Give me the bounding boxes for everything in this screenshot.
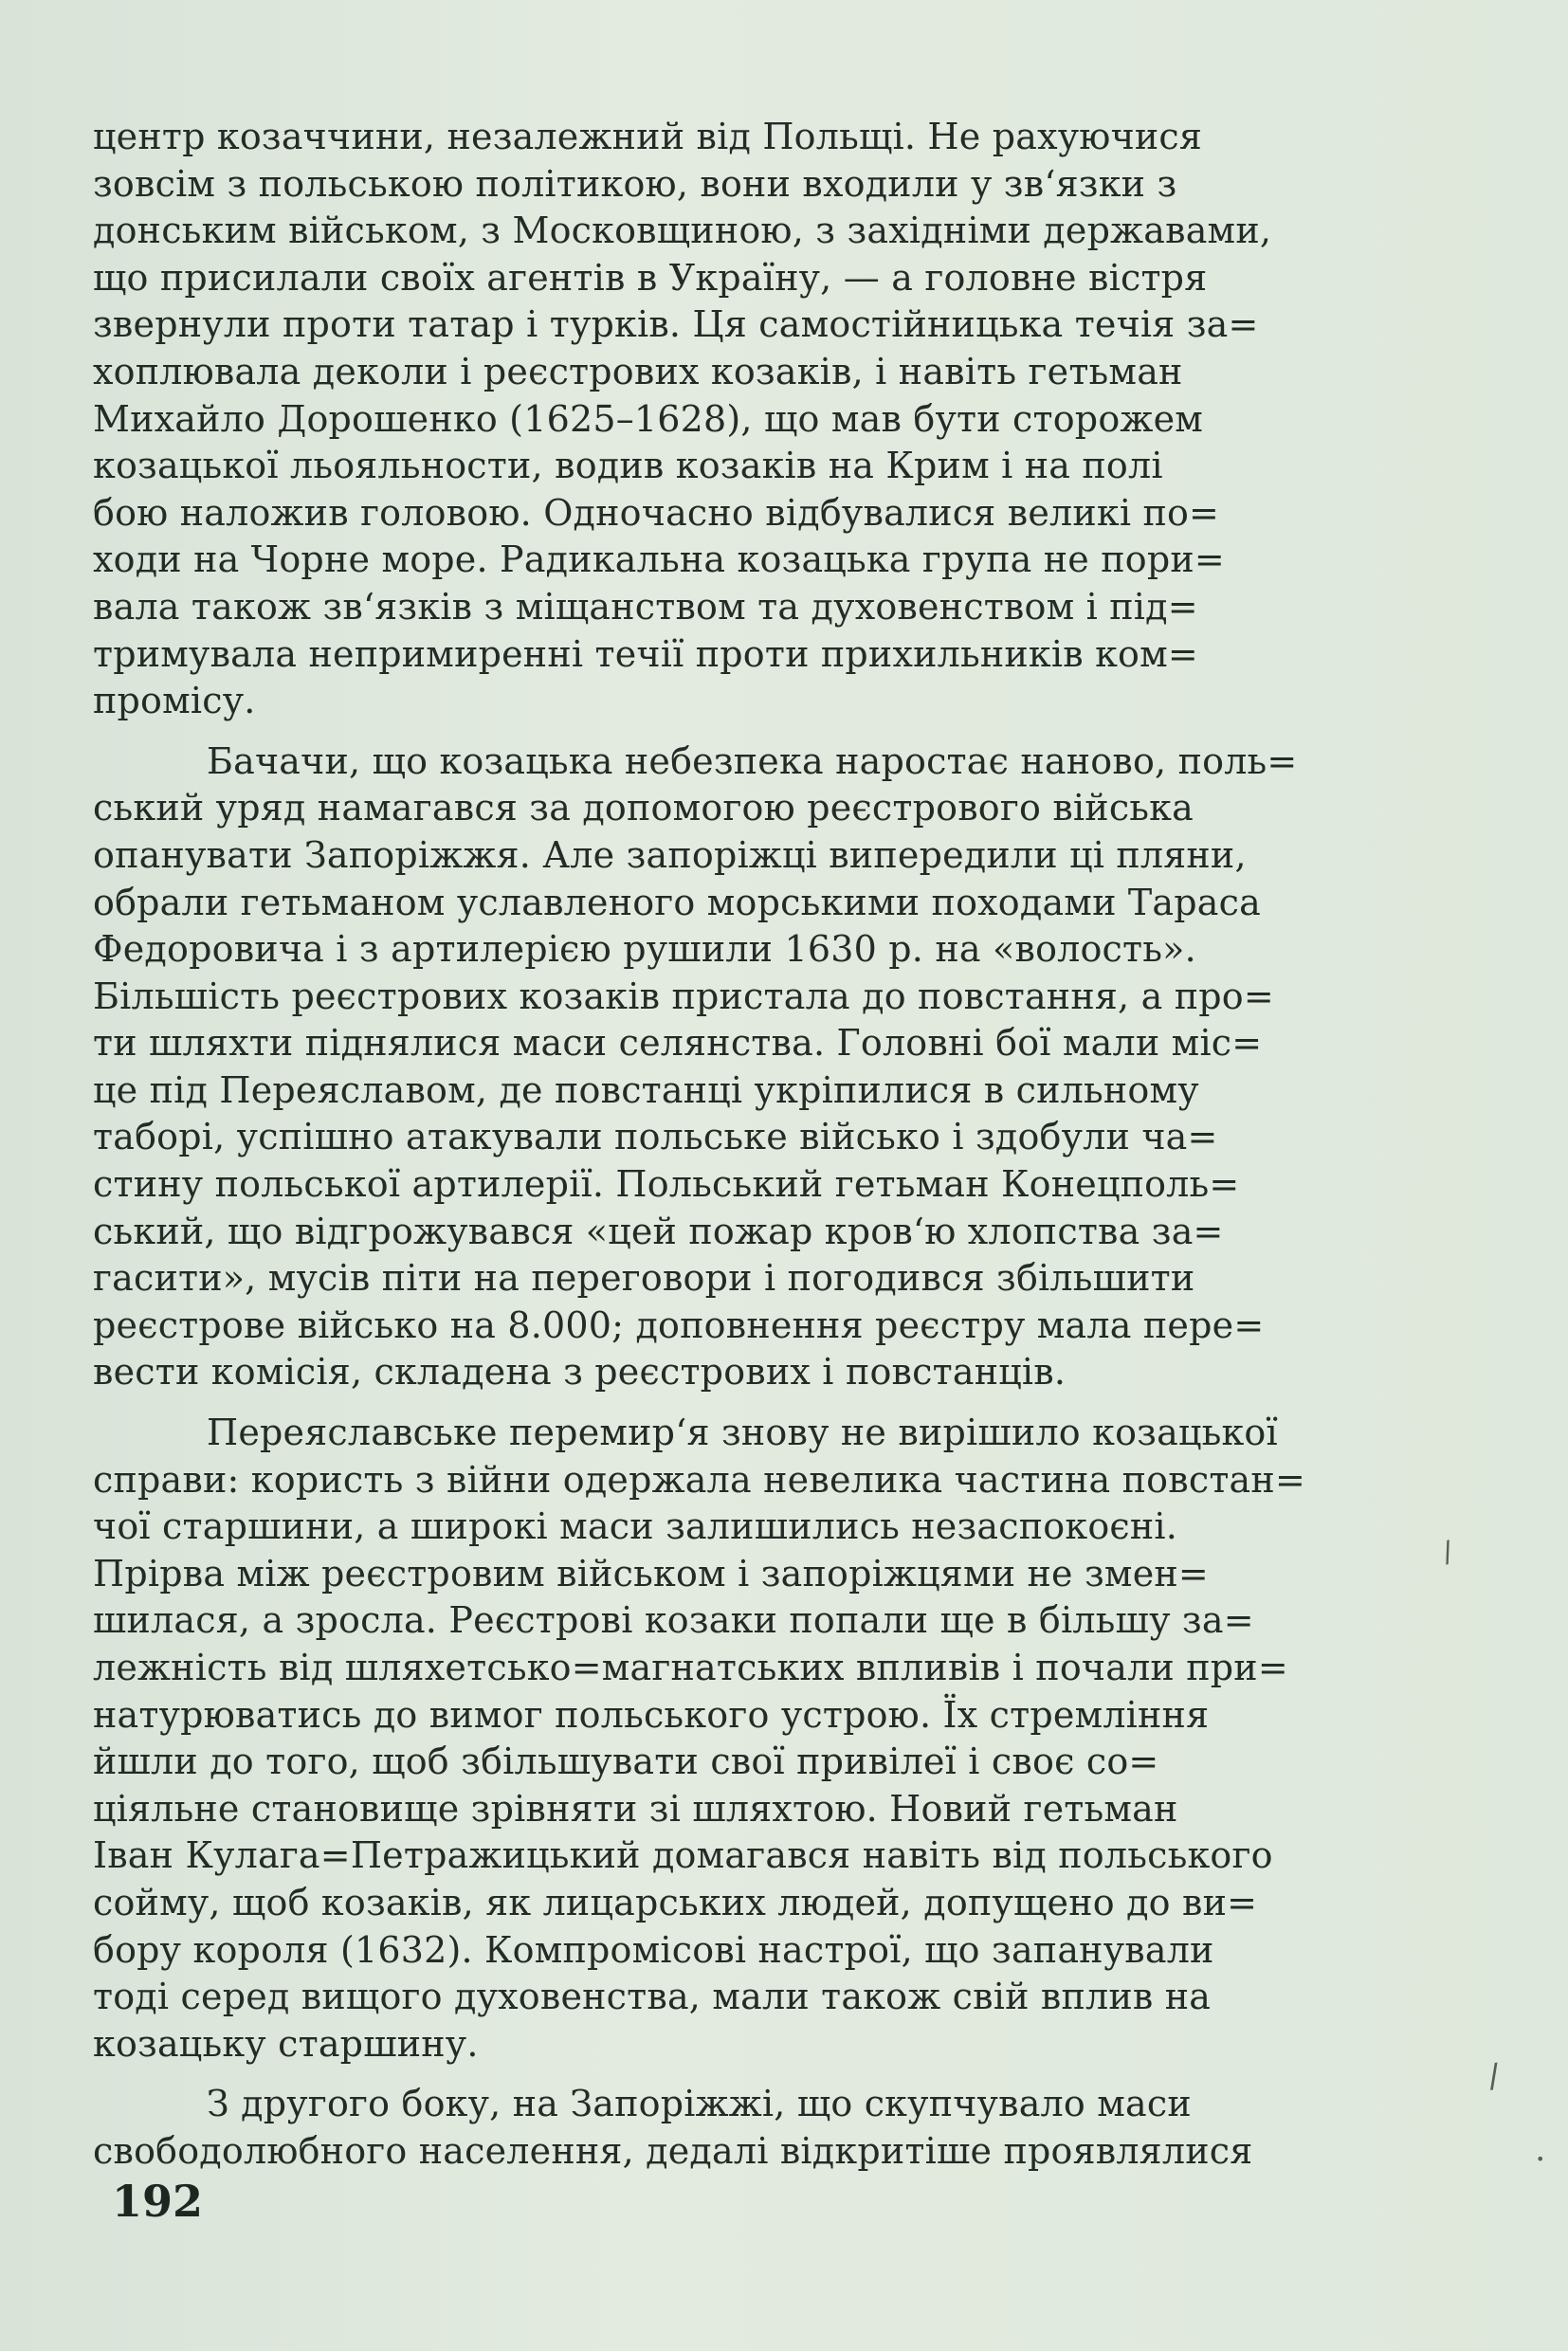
text-line: обрали гетьманом уславленого морськими походами Тараса: [93, 881, 1261, 923]
text-line: центр козаччини, незалежний від Польщі. Не рахуючися: [93, 116, 1203, 157]
body-text: [93, 114, 1466, 2176]
text-line: справи: користь з війни одержала невелика частина повстан=: [93, 1458, 1305, 1501]
text-line: що присилали своїх агентів в Україну, — а головне вістря: [93, 256, 1208, 299]
text-line: лежність від шляхетсько=магнатських впливів і почали при=: [93, 1647, 1288, 1688]
text-line: свободолюбного населення, дедалі відкритіше проявлялися: [93, 2129, 1253, 2172]
text-line: ський уряд намагався за допомогою реєстрового війська: [93, 787, 1194, 829]
text-line: бою наложив головою. Одночасно відбувалися великі по=: [93, 491, 1220, 534]
text-line: З другого боку, на Запоріжжі, що скупчувало маси: [207, 2083, 1192, 2125]
ink-mark-icon: /: [1486, 2056, 1503, 2096]
text-line: вала також зв‘язків з міщанством та духовенством і під=: [93, 585, 1198, 628]
text-line: ський, що відгрожувався «цей пожар кров‘ю хлопства за=: [93, 1210, 1224, 1252]
text-line: тоді серед вищого духовенства, мали також свій вплив на: [93, 1976, 1212, 2018]
text-line: Переяславське перемир‘я знову не вирішило козацької: [207, 1412, 1278, 1454]
text-line: натурюватись до вимог польського устрою. Їх стремління: [93, 1693, 1210, 1736]
text-line: Більшість реєстрових козаків пристала до повстання, а про=: [93, 975, 1274, 1017]
text-line: козацьку старшину.: [93, 2022, 479, 2065]
text-line: тримувала непримиренні течії проти прихильників ком=: [93, 632, 1198, 675]
text-line: Прірва між реєстровим військом і запоріжцями не змен=: [93, 1552, 1209, 1595]
text-line: донським військом, з Московщиною, з західніми державами,: [93, 210, 1272, 252]
text-line: промісу.: [93, 680, 256, 722]
text-line: опанувати Запоріжжя. Але запоріжці випередили ці пляни,: [93, 833, 1247, 876]
text-line: ціяльне становище зрівняти зі шляхтою. Новий гетьман: [93, 1787, 1178, 1830]
text-line: козацької льояльности, водив козаків на Крим і на полі: [93, 445, 1163, 487]
text-line: Федоровича і з артилерією рушили 1630 р. на «волость».: [93, 928, 1196, 971]
text-line: таборі, успішно атакували польське військо і здобули ча=: [93, 1116, 1218, 1158]
text-line: бору короля (1632). Компромісові настрої, що запанували: [93, 1928, 1214, 1971]
paragraph-gap: [93, 725, 1466, 738]
text-line: стину польської артилерії. Польський гетьман Конецполь=: [93, 1163, 1240, 1206]
text-line: шилася, а зросла. Реєстрові козаки попали ще в більшу за=: [93, 1599, 1254, 1642]
text-line: гасити», мусів піти на переговори і погодився збільшити: [93, 1257, 1195, 1300]
text-line: йшли до того, щоб збільшувати свої привілеї і своє со=: [93, 1740, 1159, 1783]
text-line: реєстрове військо на 8.000; доповнення реєстру мала пере=: [93, 1303, 1265, 1346]
text-line: хоплювала деколи і реєстрових козаків, і навіть гетьман: [93, 350, 1183, 392]
page-number: 192: [112, 2176, 204, 2227]
text-line: чої старшини, а широкі маси залишились незаспокоєні.: [93, 1505, 1178, 1548]
text-line: ходи на Чорне море. Радикальна козацька група не пори=: [93, 538, 1225, 581]
text-line: Михайло Дорошенко (1625–1628), що мав бути сторожем: [93, 397, 1204, 440]
text-line: Бачачи, що козацька небезпека наростає наново, поль=: [207, 739, 1298, 782]
paragraph-gap: [93, 2068, 1466, 2081]
text-line: ти шляхти піднялися маси селянства. Головні бої мали міс=: [93, 1022, 1263, 1065]
ink-mark-icon: /: [1438, 1535, 1457, 1570]
text-line: сойму, щоб козаків, як лицарських людей, допущено до ви=: [93, 1881, 1258, 1923]
text-line: це під Переяславом, де повстанці укріпилися в сильному: [93, 1068, 1199, 1111]
ink-mark-icon: •: [1536, 2150, 1545, 2168]
text-line: Іван Кулага=Петражицький домагався навіть від польського: [93, 1834, 1273, 1877]
text-line: вести комісія, складена з реєстрових і повстанців.: [93, 1351, 1067, 1394]
paragraph-gap: [93, 1396, 1466, 1410]
text-line: звернули проти татар і турків. Ця самостійницька течія за=: [93, 303, 1259, 346]
text-line: зовсім з польською політикою, вони входили у зв‘язки з: [93, 162, 1177, 205]
